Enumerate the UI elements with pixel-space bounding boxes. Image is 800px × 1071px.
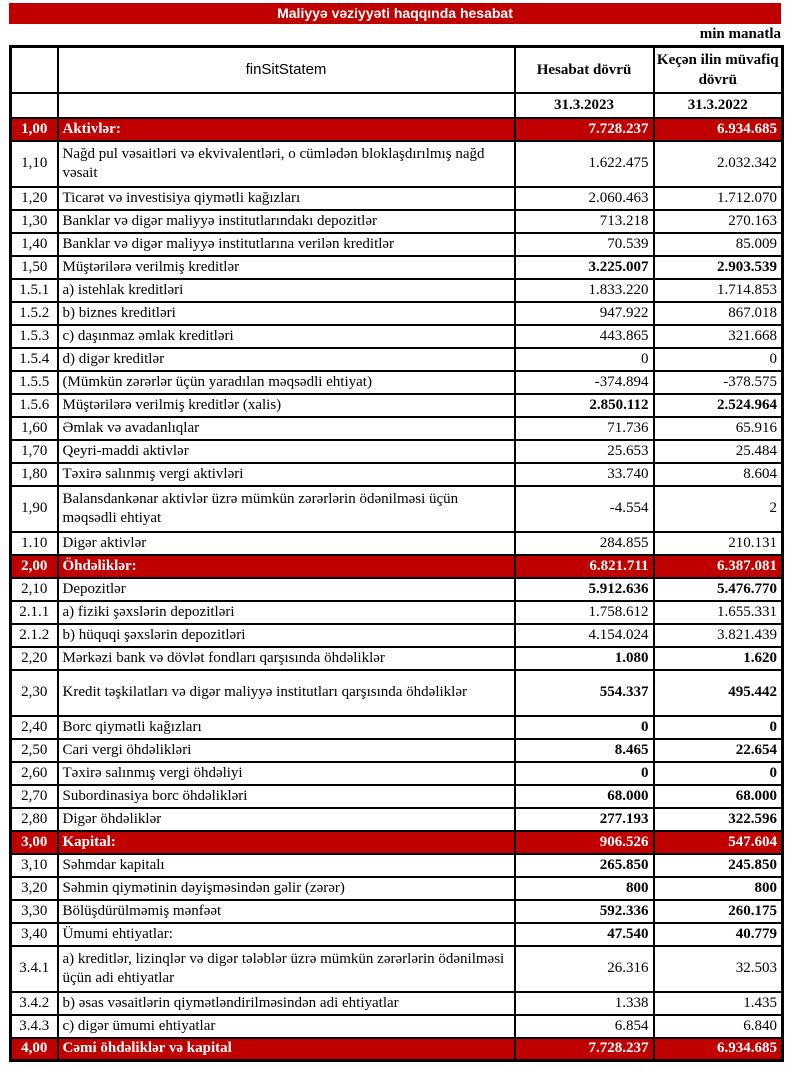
- table-row: [11, 348, 783, 371]
- row-value-prior: 1.712.070: [654, 187, 783, 210]
- row-label: b) hüquqi şəxslərin depozitləri: [58, 624, 515, 647]
- table-row: [11, 233, 783, 256]
- row-value-prior: 0: [654, 716, 783, 739]
- table-row: [11, 325, 783, 348]
- table-row: [11, 302, 783, 325]
- table-row: [11, 1015, 783, 1038]
- section-total-row: [11, 555, 783, 578]
- row-label: Öhdəliklər:: [58, 555, 515, 578]
- row-value-prior: 85.009: [654, 233, 783, 256]
- row-number: 3.4.1: [11, 946, 58, 992]
- date-row: [11, 93, 783, 118]
- current-period-header: Hesabat dövrü: [515, 47, 654, 93]
- row-value-prior: 6.934.685: [654, 118, 783, 141]
- row-value-prior: 22.654: [654, 739, 783, 762]
- row-number: 3.4.3: [11, 1015, 58, 1038]
- row-label: Səhmin qiymətinin dəyişməsindən gəlir (zərər): [58, 877, 515, 900]
- row-number: 3,00: [11, 831, 58, 854]
- row-number: 2,20: [11, 647, 58, 670]
- row-label: (Mümkün zərərlər üçün yaradılan məqsədli ehtiyat): [58, 371, 515, 394]
- row-value-current: 2.850.112: [515, 394, 654, 417]
- row-number: 1,30: [11, 210, 58, 233]
- row-value-prior: 6.840: [654, 1015, 783, 1038]
- row-label: Kapital:: [58, 831, 515, 854]
- row-value-current: 6.854: [515, 1015, 654, 1038]
- row-label: a) kreditlər, lizinqlər və digər tələblər üzrə mümkün zərərlərin ödənilməsi üçün adi ehtiyatlar: [58, 946, 515, 992]
- row-value-prior: 2: [654, 486, 783, 532]
- row-number: 2.1.1: [11, 601, 58, 624]
- row-value-current: 8.465: [515, 739, 654, 762]
- table-row: [11, 785, 783, 808]
- row-label: a) istehlak kreditləri: [58, 279, 515, 302]
- row-value-prior: 1.714.853: [654, 279, 783, 302]
- row-value-current: 71.736: [515, 417, 654, 440]
- row-number: 1.5.1: [11, 279, 58, 302]
- row-value-current: 1.622.475: [515, 141, 654, 187]
- table-row: [11, 486, 783, 532]
- row-value-prior: 2.903.539: [654, 256, 783, 279]
- table-body: [11, 118, 783, 1061]
- row-value-current: 284.855: [515, 532, 654, 555]
- row-value-current: 592.336: [515, 900, 654, 923]
- row-value-prior: 0: [654, 762, 783, 785]
- table-row: [11, 532, 783, 555]
- row-value-prior: 65.916: [654, 417, 783, 440]
- row-number: 3,30: [11, 900, 58, 923]
- table-row: [11, 670, 783, 716]
- row-number: 1.5.6: [11, 394, 58, 417]
- prior-period-header: Keçən ilin müvafiq dövrü: [654, 47, 783, 93]
- row-label: Qeyri-maddi aktivlər: [58, 440, 515, 463]
- table-row: [11, 210, 783, 233]
- row-value-prior: 2.524.964: [654, 394, 783, 417]
- row-value-prior: 6.934.685: [654, 1038, 783, 1061]
- date-empty-label-cell: [58, 93, 515, 118]
- row-value-prior: -378.575: [654, 371, 783, 394]
- row-value-prior: 5.476.770: [654, 578, 783, 601]
- row-value-prior: 68.000: [654, 785, 783, 808]
- table-row: [11, 762, 783, 785]
- row-label: Digər öhdəliklər: [58, 808, 515, 831]
- row-number: 2,00: [11, 555, 58, 578]
- table-row: [11, 647, 783, 670]
- row-value-current: 7.728.237: [515, 118, 654, 141]
- row-value-prior: 245.850: [654, 854, 783, 877]
- report-title-banner: Maliyyə vəziyyəti haqqında hesabat: [9, 3, 781, 24]
- row-value-current: 47.540: [515, 923, 654, 946]
- table-row: [11, 141, 783, 187]
- row-number: 1,70: [11, 440, 58, 463]
- row-number: 2,60: [11, 762, 58, 785]
- row-value-current: 7.728.237: [515, 1038, 654, 1061]
- table-row: [11, 279, 783, 302]
- row-label: Digər aktivlər: [58, 532, 515, 555]
- row-label: Depozitlər: [58, 578, 515, 601]
- row-value-current: 554.337: [515, 670, 654, 716]
- prior-period-date: 31.3.2022: [654, 93, 783, 118]
- row-value-prior: 270.163: [654, 210, 783, 233]
- row-label: c) daşınmaz əmlak kreditləri: [58, 325, 515, 348]
- row-value-current: 1.338: [515, 992, 654, 1015]
- row-label: c) digər ümumi ehtiyatlar: [58, 1015, 515, 1038]
- row-value-prior: 867.018: [654, 302, 783, 325]
- row-number: 2.1.2: [11, 624, 58, 647]
- row-number: 1,20: [11, 187, 58, 210]
- row-value-current: 265.850: [515, 854, 654, 877]
- row-value-prior: 40.779: [654, 923, 783, 946]
- row-number: 1.5.5: [11, 371, 58, 394]
- table-row: [11, 992, 783, 1015]
- table-row: [11, 417, 783, 440]
- row-number: 1,90: [11, 486, 58, 532]
- table-row: [11, 900, 783, 923]
- table-row: [11, 877, 783, 900]
- row-value-current: 713.218: [515, 210, 654, 233]
- financial-statement-table: [9, 45, 784, 1062]
- row-label: Təxirə salınmış vergi öhdəliyi: [58, 762, 515, 785]
- row-number: 2,70: [11, 785, 58, 808]
- row-number: 1,00: [11, 118, 58, 141]
- row-label: Təxirə salınmış vergi aktivləri: [58, 463, 515, 486]
- table-row: [11, 440, 783, 463]
- section-total-row: [11, 1038, 783, 1061]
- row-value-current: 800: [515, 877, 654, 900]
- row-number: 3,20: [11, 877, 58, 900]
- row-value-prior: 1.620: [654, 647, 783, 670]
- table-row: [11, 187, 783, 210]
- row-label: Əmlak və avadanlıqlar: [58, 417, 515, 440]
- row-value-current: 5.912.636: [515, 578, 654, 601]
- unit-note: min manatla: [699, 26, 781, 42]
- row-label: Bölüşdürülməmiş mənfəət: [58, 900, 515, 923]
- row-label: d) digər kreditlər: [58, 348, 515, 371]
- row-value-current: 70.539: [515, 233, 654, 256]
- row-number: 3.4.2: [11, 992, 58, 1015]
- row-value-current: 3.225.007: [515, 256, 654, 279]
- row-value-prior: 210.131: [654, 532, 783, 555]
- row-label: a) fiziki şəxslərin depozitləri: [58, 601, 515, 624]
- row-label: Müştərilərə verilmiş kreditlər (xalis): [58, 394, 515, 417]
- table-row: [11, 624, 783, 647]
- row-label: b) əsas vəsaitlərin qiymətləndirilməsindən adi ehtiyatlar: [58, 992, 515, 1015]
- table-row: [11, 256, 783, 279]
- row-value-current: -4.554: [515, 486, 654, 532]
- table-row: [11, 371, 783, 394]
- row-label: Nağd pul vəsaitləri və ekvivalentləri, o cümlədən bloklaşdırılmış nağd vəsait: [58, 141, 515, 187]
- table-row: [11, 923, 783, 946]
- row-number: 4,00: [11, 1038, 58, 1061]
- row-label: Səhmdar kapitalı: [58, 854, 515, 877]
- row-label: Banklar və digər maliyyə institutlarına verilən kreditlər: [58, 233, 515, 256]
- row-label: Borc qiymətli kağızları: [58, 716, 515, 739]
- row-number: 1,50: [11, 256, 58, 279]
- row-value-current: 1.758.612: [515, 601, 654, 624]
- row-value-prior: 321.668: [654, 325, 783, 348]
- row-number: 1,40: [11, 233, 58, 256]
- row-number: 3,10: [11, 854, 58, 877]
- row-value-prior: 547.604: [654, 831, 783, 854]
- row-value-current: 26.316: [515, 946, 654, 992]
- section-total-row: [11, 118, 783, 141]
- row-value-prior: 2.032.342: [654, 141, 783, 187]
- row-label: b) biznes kreditləri: [58, 302, 515, 325]
- row-value-current: 33.740: [515, 463, 654, 486]
- row-value-prior: 322.596: [654, 808, 783, 831]
- row-label: Ticarət və investisiya qiymətli kağızları: [58, 187, 515, 210]
- row-value-current: 4.154.024: [515, 624, 654, 647]
- row-value-current: 1.833.220: [515, 279, 654, 302]
- row-label: Ümumi ehtiyatlar:: [58, 923, 515, 946]
- row-number: 2,80: [11, 808, 58, 831]
- row-label: Müştərilərə verilmiş kreditlər: [58, 256, 515, 279]
- row-value-prior: 32.503: [654, 946, 783, 992]
- row-value-prior: 1.655.331: [654, 601, 783, 624]
- row-value-prior: 0: [654, 348, 783, 371]
- row-value-current: 0: [515, 716, 654, 739]
- header-empty-cell: [11, 47, 58, 93]
- table-row: [11, 739, 783, 762]
- current-period-date: 31.3.2023: [515, 93, 654, 118]
- row-value-current: 0: [515, 348, 654, 371]
- row-label: Balansdankənar aktivlər üzrə mümkün zərərlərin ödənilməsi üçün məqsədli ehtiyat: [58, 486, 515, 532]
- table-row: [11, 601, 783, 624]
- row-value-current: 443.865: [515, 325, 654, 348]
- row-label: Aktivlər:: [58, 118, 515, 141]
- table-row: [11, 946, 783, 992]
- date-empty-cell: [11, 93, 58, 118]
- table-row: [11, 854, 783, 877]
- row-number: 2,40: [11, 716, 58, 739]
- row-value-prior: 495.442: [654, 670, 783, 716]
- row-number: 1,80: [11, 463, 58, 486]
- statement-name-header: finSitStatem: [58, 47, 515, 93]
- table-row: [11, 716, 783, 739]
- row-value-prior: 25.484: [654, 440, 783, 463]
- row-number: 1.5.2: [11, 302, 58, 325]
- row-value-current: 0: [515, 762, 654, 785]
- row-label: Kredit təşkilatları və digər maliyyə institutları qarşısında öhdəliklər: [58, 670, 515, 716]
- row-value-current: 6.821.711: [515, 555, 654, 578]
- row-label: Subordinasiya borc öhdəlikləri: [58, 785, 515, 808]
- row-number: 1,60: [11, 417, 58, 440]
- row-label: Mərkəzi bank və dövlət fondları qarşısında öhdəliklər: [58, 647, 515, 670]
- row-value-prior: 800: [654, 877, 783, 900]
- table-row: [11, 394, 783, 417]
- row-value-prior: 3.821.439: [654, 624, 783, 647]
- row-value-current: 906.526: [515, 831, 654, 854]
- table-row: [11, 808, 783, 831]
- row-value-current: 947.922: [515, 302, 654, 325]
- row-value-current: 68.000: [515, 785, 654, 808]
- section-total-row: [11, 831, 783, 854]
- row-label: Cari vergi öhdəlikləri: [58, 739, 515, 762]
- row-label: Cəmi öhdəliklər və kapital: [58, 1038, 515, 1061]
- row-label: Banklar və digər maliyyə institutlarındakı depozitlər: [58, 210, 515, 233]
- row-number: 2,50: [11, 739, 58, 762]
- table-row: [11, 463, 783, 486]
- row-value-prior: 6.387.081: [654, 555, 783, 578]
- row-value-prior: 1.435: [654, 992, 783, 1015]
- row-value-current: -374.894: [515, 371, 654, 394]
- row-value-current: 277.193: [515, 808, 654, 831]
- row-number: 2,10: [11, 578, 58, 601]
- row-value-prior: 8.604: [654, 463, 783, 486]
- row-number: 1.10: [11, 532, 58, 555]
- row-value-current: 1.080: [515, 647, 654, 670]
- row-number: 1.5.4: [11, 348, 58, 371]
- row-value-current: 2.060.463: [515, 187, 654, 210]
- row-value-current: 25.653: [515, 440, 654, 463]
- header-row: [11, 47, 783, 93]
- table-row: [11, 578, 783, 601]
- row-value-prior: 260.175: [654, 900, 783, 923]
- row-number: 3,40: [11, 923, 58, 946]
- row-number: 1.5.3: [11, 325, 58, 348]
- row-number: 1,10: [11, 141, 58, 187]
- row-number: 2,30: [11, 670, 58, 716]
